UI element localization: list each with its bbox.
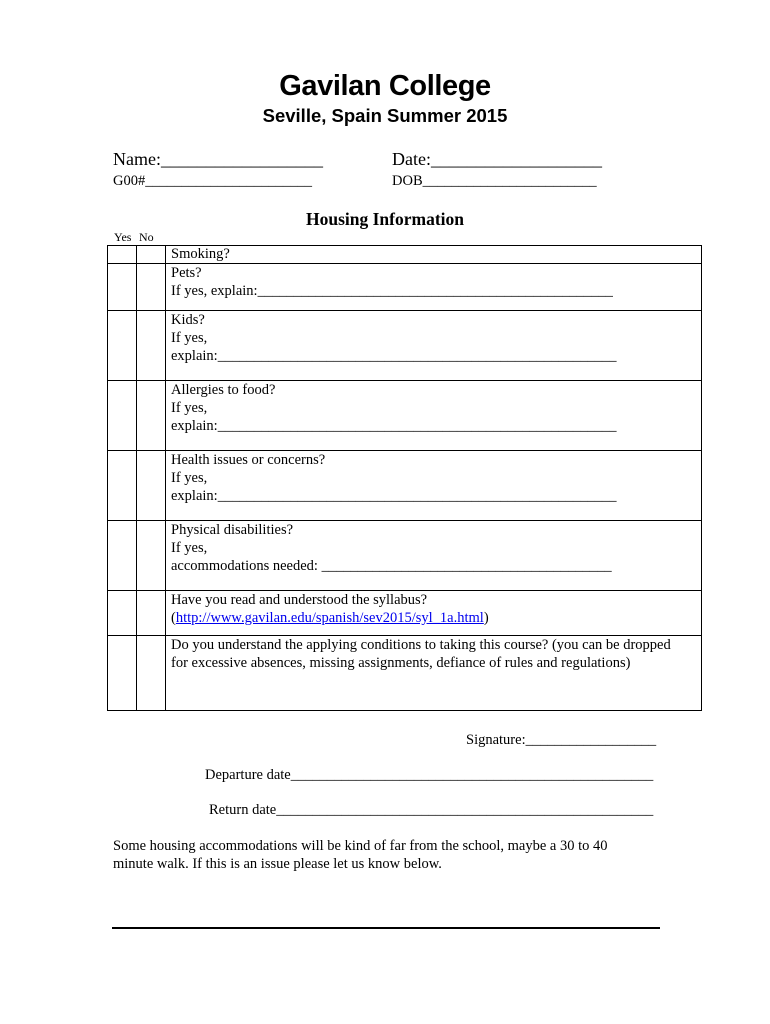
link-close-paren: ) <box>483 610 489 626</box>
accommodations-field[interactable]: accommodations needed: ________________________________________ <box>171 558 612 574</box>
note-line: Some housing accommodations will be kind of far from the school, maybe a 30 to 40 <box>113 838 608 854</box>
yes-checkbox-cell[interactable] <box>108 311 137 380</box>
yes-checkbox-cell[interactable] <box>108 591 137 635</box>
question-text: Allergies to food? <box>171 382 276 398</box>
yes-checkbox-cell[interactable] <box>108 451 137 520</box>
question-row-conditions <box>108 635 701 710</box>
answer-line[interactable] <box>112 927 660 929</box>
section-title: Housing Information <box>305 209 464 229</box>
no-checkbox-cell[interactable] <box>137 451 166 520</box>
question-row-kids <box>108 310 701 380</box>
question-text: for excessive absences, missing assignments, defiance of rules and regulations) <box>171 655 631 671</box>
if-yes-label: If yes, <box>171 470 208 486</box>
walk-distance-note <box>113 837 608 873</box>
question-cell <box>166 311 701 380</box>
college-title: Gavilan College <box>279 70 491 102</box>
explain-field[interactable]: If yes, explain:_________________________________________________ <box>171 283 613 299</box>
question-text: Do you understand the applying conditions to taking this course? (you can be dropped <box>171 637 671 653</box>
question-text: Physical disabilities? <box>171 522 294 538</box>
question-cell <box>166 636 701 710</box>
yes-column-header: Yes <box>114 230 132 244</box>
yes-checkbox-cell[interactable] <box>108 636 137 710</box>
question-cell <box>166 381 701 450</box>
question-row-disabilities <box>108 520 701 590</box>
if-yes-label: If yes, <box>171 330 208 346</box>
yes-checkbox-cell[interactable] <box>108 246 137 263</box>
yes-checkbox-cell[interactable] <box>108 381 137 450</box>
question-cell <box>166 591 701 635</box>
syllabus-link[interactable]: http://www.gavilan.edu/spanish/sev2015/syl_1a.html <box>175 610 484 626</box>
question-row-syllabus <box>108 590 701 635</box>
question-row-health <box>108 450 701 520</box>
question-cell <box>166 521 701 590</box>
question-text: Pets? <box>171 265 202 281</box>
departure-date-field[interactable]: Departure date__________________________________________________ <box>205 767 654 783</box>
link-open-paren: ( <box>171 610 176 626</box>
signature-field[interactable]: Signature:__________________ <box>466 732 657 748</box>
date-field[interactable]: Date:___________________ <box>392 149 602 169</box>
no-checkbox-cell[interactable] <box>137 591 166 635</box>
question-cell <box>166 246 701 263</box>
no-checkbox-cell[interactable] <box>137 381 166 450</box>
no-checkbox-cell[interactable] <box>137 264 166 310</box>
dob-field[interactable]: DOB________________________ <box>392 173 597 189</box>
return-date-field[interactable]: Return date____________________________________________________ <box>209 802 654 818</box>
question-row-allergies <box>108 380 701 450</box>
no-checkbox-cell[interactable] <box>137 636 166 710</box>
yes-checkbox-cell[interactable] <box>108 264 137 310</box>
no-checkbox-cell[interactable] <box>137 311 166 380</box>
no-checkbox-cell[interactable] <box>137 521 166 590</box>
no-column-header: No <box>139 230 154 244</box>
question-row-smoking <box>108 246 701 263</box>
syllabus-link-line <box>171 609 701 627</box>
question-text: Health issues or concerns? <box>171 452 326 468</box>
note-line: minute walk. If this is an issue please let us know below. <box>113 856 442 872</box>
no-checkbox-cell[interactable] <box>137 246 166 263</box>
question-cell <box>166 451 701 520</box>
if-yes-label: If yes, <box>171 540 208 556</box>
if-yes-label: If yes, <box>171 400 208 416</box>
name-field[interactable]: Name:__________________ <box>113 149 323 169</box>
explain-field[interactable]: explain:_______________________________________________________ <box>171 418 617 434</box>
program-subtitle: Seville, Spain Summer 2015 <box>262 105 508 126</box>
explain-field[interactable]: explain:_______________________________________________________ <box>171 348 617 364</box>
housing-questions-table <box>107 245 702 711</box>
g00-number-field[interactable]: G00#_______________________ <box>113 173 312 189</box>
explain-field[interactable]: explain:_______________________________________________________ <box>171 488 617 504</box>
question-cell <box>166 264 701 310</box>
question-text: Kids? <box>171 312 205 328</box>
question-text: Smoking? <box>171 246 230 262</box>
question-row-pets <box>108 263 701 310</box>
yes-checkbox-cell[interactable] <box>108 521 137 590</box>
question-text: Have you read and understood the syllabus? <box>171 592 428 608</box>
